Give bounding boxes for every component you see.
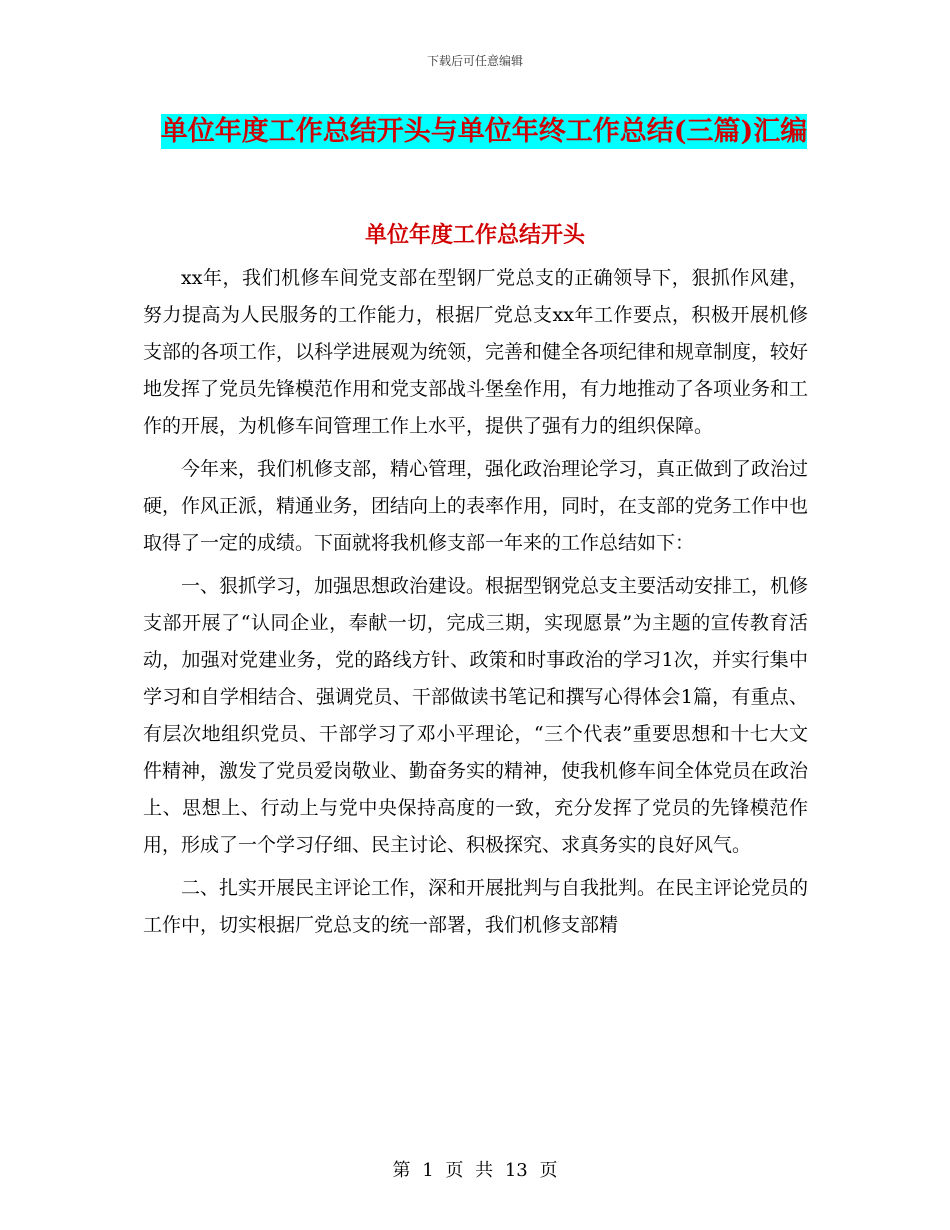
paragraph: 今年来，我们机修支部，精心管理，强化政治理论学习，真正做到了政治过硬，作风正派，精通业务，团结向上的表率作用，同时，在支部的党务工作中也取得了一定的成绩。下面就将我机修支部一年来的工作总结如下： — [143, 458, 809, 554]
header-note: 下载后可任意编辑 — [426, 54, 523, 68]
paragraph: xx年，我们机修车间党支部在型钢厂党总支的正确领导下，狠抓作风建，努力提高为人民服务的工作能力，根据厂党总支xx年工作要点，积极开展机修支部的各项工作，以科学进展观为统领，完善和健全各项纪律和规章制度，较好地发挥了党员先锋模范作用和党支部战斗堡垒作用，有力地推动了各项业务和工作的开展，为机修车间管理工作上水平，提供了强有力的组织保障。 — [143, 267, 809, 437]
paragraph: 二、扎实开展民主评论工作，深和开展批判与自我批判。在民主评论党员的工作中，切实根据厂党总支的统一部署，我们机修支部精 — [143, 877, 809, 936]
document-body — [143, 260, 808, 950]
document-title — [144, 108, 824, 156]
page-footer: 第 1 页 共 13 页 — [392, 1160, 558, 1181]
document-title-text: 单位年度工作总结开头与单位年终工作总结(三篇)汇编 — [160, 116, 808, 147]
paragraph: 一、狠抓学习，加强思想政治建设。根据型钢党总支主要活动安排工，机修支部开展了“认同企业，奉献一切，完成三期，实现愿景”为主题的宣传教育活动，加强对党建业务，党的路线方针、政策和时事政治的学习1次，并实行集中学习和自学相结合、强调党员、干部做读书笔记和撰写心得体会1篇，有重点、有层次地组织党员、干部学习了邓小平理论，“三个代表”重要思想和十七大文件精神，激发了党员爱岗敬业、勤奋务实的精神，使我机修车间全体党员在政治上、思想上、行动上与党中央保持高度的一致，充分发挥了党员的先锋模范作用，形成了一个学习仔细、民主讨论、积极探究、求真务实的良好风气。 — [143, 575, 809, 856]
section-title: 单位年度工作总结开头 — [364, 222, 585, 248]
